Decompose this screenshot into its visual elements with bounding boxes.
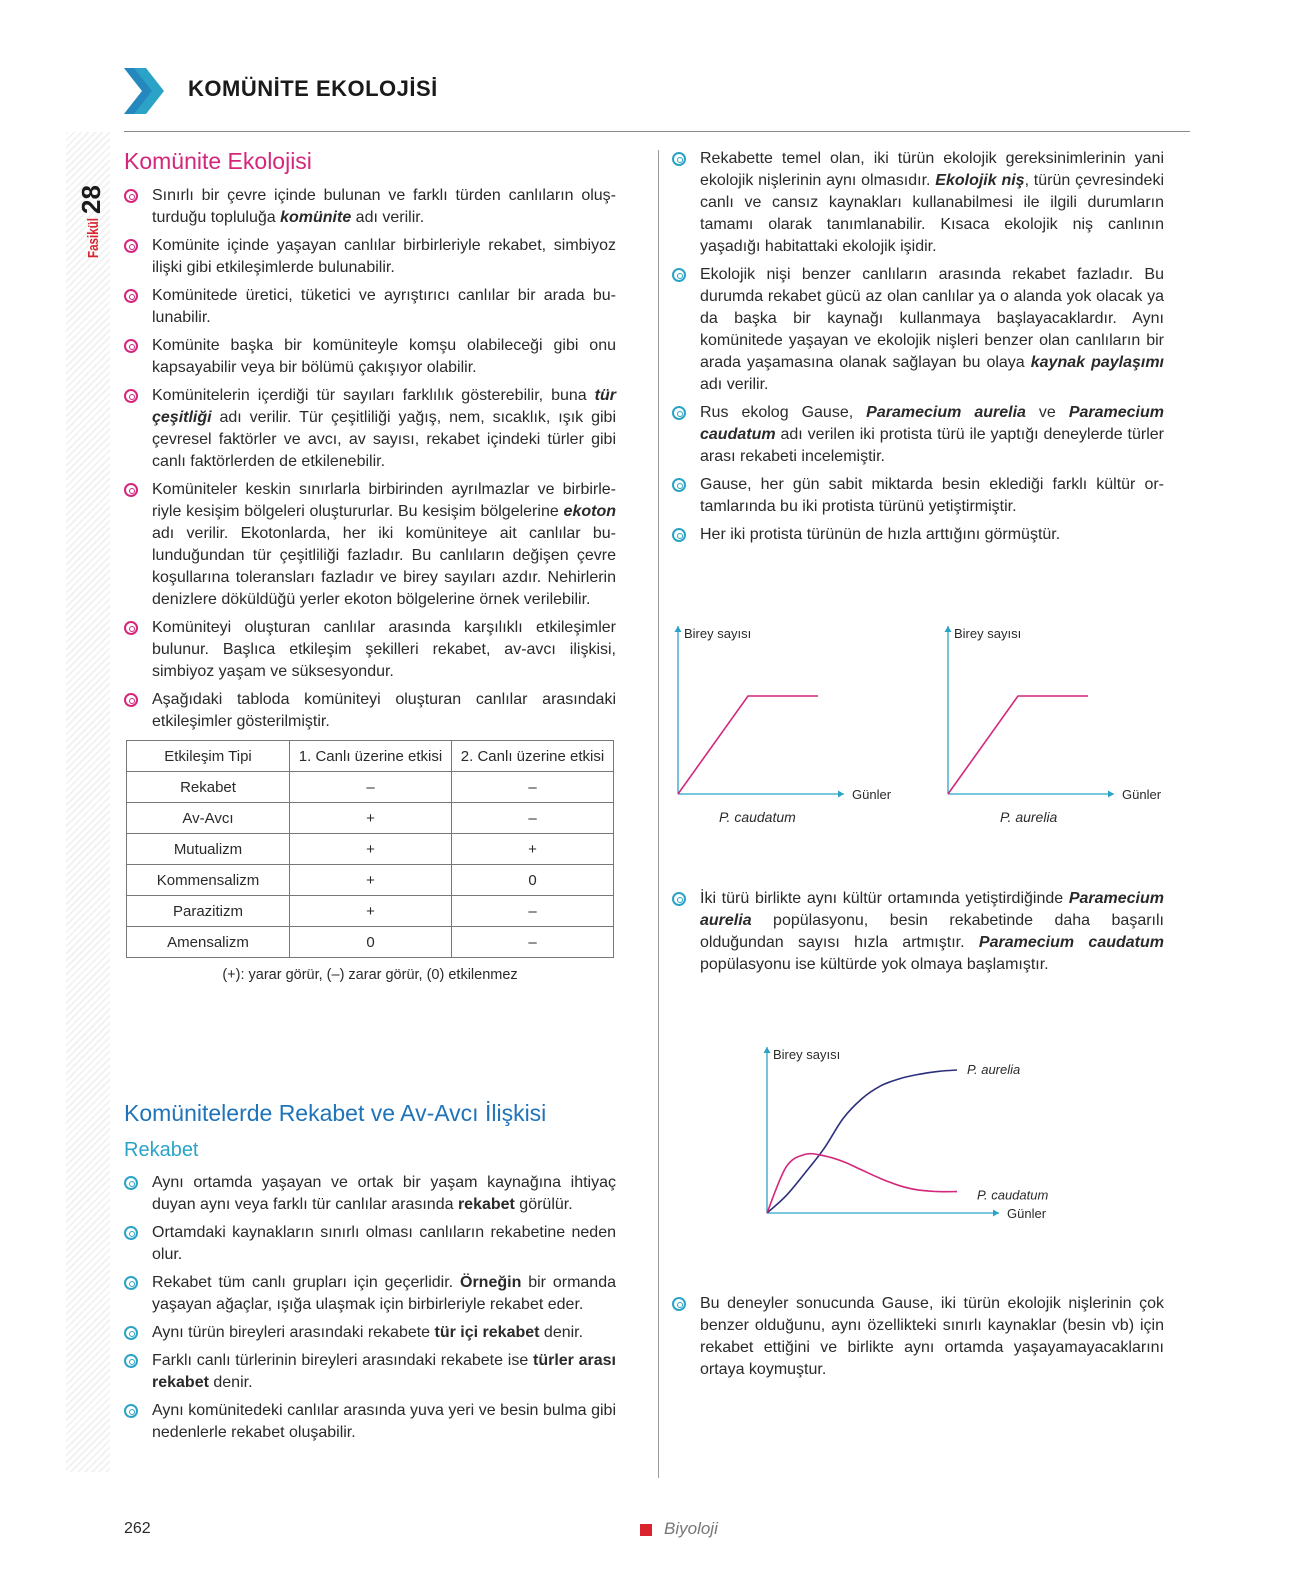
chevron-arrow-icon [124,68,164,114]
emphasized-term: tür içi rekabet [434,1324,540,1341]
y-axis-arrow-icon [945,626,952,632]
table-cell: + [452,834,614,865]
target-bullet-icon [672,478,686,492]
text-segment: Farklı canlı türlerinin bireyleri arasındaki rekabete ise [152,1352,533,1369]
target-bullet-icon [124,1276,138,1290]
text-segment: denir. [208,1374,253,1391]
target-bullet-icon [124,389,138,403]
table-cell: + [290,865,452,896]
list-item [672,1293,1164,1381]
text-segment: adı verilir. [351,209,425,226]
text-segment: Sınırlı bir çevre içinde bulunan ve farklı türden canlıların oluşturduğu topluluğa [152,187,616,226]
text-segment: Aynı türün bireyleri arasındaki rekabete [152,1324,435,1341]
fasikul-label: Fasikül [85,206,102,258]
x-axis-label: Günler [1007,1206,1047,1221]
emphasized-term: türler arası rekabet [152,1352,617,1391]
table-cell: – [452,803,614,834]
target-bullet-icon [672,1297,686,1311]
bullet-list-rekabet [124,1172,616,1444]
table-cell: – [452,772,614,803]
list-item [672,148,1164,258]
text-segment: denir. [539,1324,584,1341]
table-cell: 0 [452,865,614,896]
x-axis-arrow-icon [838,791,844,798]
x-axis-label: Günler [852,787,892,802]
emphasized-term: Paramecium caudatum [700,404,1164,443]
table-cell: Mutualizm [127,834,290,865]
table-row [127,772,614,803]
list-item [124,1322,616,1344]
text-segment: Komünite içinde yaşayan canlılar birbirleriyle rekabet, simbiyoz ilişki gibi etkileşimlerde bulunabilir. [152,237,616,276]
target-bullet-icon [124,289,138,303]
emphasized-term: rekabet [457,1196,515,1213]
text-segment: Rus ekolog Gause, [700,404,867,421]
list-item [124,285,616,329]
text-segment: , türün çevresindeki canlı ve cansız kaynakları kullanabilmesi ile ilgili durumların tamamı olarak tanımlanabilir. Kısaca ekolojik niş canlının yaşadığı habitattaki ekolojik işidir. [700,172,1164,255]
y-axis-label: Birey sayısı [773,1047,841,1062]
series-line [948,696,1088,794]
text-segment: Ortamdaki kaynakların sınırlı olması canlıların rekabetine neden olur. [152,1224,616,1263]
footer-subject: Biyoloji [664,1519,718,1538]
page-number: 262 [124,1520,151,1537]
y-axis-label: Birey sayısı [954,626,1022,641]
target-bullet-icon [672,268,686,282]
table-cell: + [290,803,452,834]
table-cell: – [452,927,614,958]
fasikul-badge [66,150,110,260]
table-row [127,834,614,865]
y-axis-arrow-icon [764,1047,771,1053]
text-segment: Her iki protista türünün de hızla arttığını görmüştür. [700,526,1061,543]
text-segment: bir ormanda yaşayan ağaçlar, ışığa ulaşmak için birbirleriyle rekabet eder. [152,1274,617,1313]
emphasized-term: komünite [280,209,352,226]
emphasized-term: Ekolojik niş [935,172,1025,189]
interaction-table-block [126,740,614,983]
text-segment: adı verilir. Ekotonlarda, her iki komüniteye ait canlılar bulunduğundan tür çeşitliliği fazladır. Bu canlıların değişen çevre koşullarına toleransları fazladır ve birey sayıları azdır. Nehirlerin denizlere döküldüğü yerler ekoton bölgelerine örnek verilebilir. [152,525,616,608]
text-segment: Komünitede üretici, tüketici ve ayrıştırıcı canlılar bir arada bulunabilir. [152,287,616,326]
table-row [127,896,614,927]
section-title-rekabet-av-avci: Komünitelerde Rekabet ve Av-Avcı İlişkisi [124,1100,547,1126]
y-axis-arrow-icon [675,626,682,632]
target-bullet-icon [124,621,138,635]
list-item [124,335,616,379]
table-cell: Amensalizm [127,927,290,958]
x-axis-label: Günler [1122,787,1162,802]
table-legend: (+): yarar görür, (–) zarar görür, (0) etkilenmez [222,967,518,983]
bullet-list-together [672,888,1164,976]
table-cell: Rekabet [127,772,290,803]
section-title-komunite-ekolojisi: Komünite Ekolojisi [124,148,312,174]
list-item [124,1272,616,1316]
list-item [124,1400,616,1444]
text-segment: popülasyonu, besin rekabetinde daha başarılı olduğundan sayısı hızla artmıştır. [700,912,1164,951]
list-item [672,524,1164,546]
target-bullet-icon [124,483,138,497]
chapter-title: KOMÜNİTE EKOLOJİSİ [188,76,438,101]
list-item [672,402,1164,468]
chart-competition [740,1038,1080,1228]
right-column-bottom [672,1293,1164,1387]
text-segment: Komüniteler keskin sınırlarla birbirinden ayrılmazlar ve birbirleriyle kesişim bölgeleri oluştururlar. Bu kesişim bölgelerine [152,481,616,520]
target-bullet-icon [124,1226,138,1240]
text-segment: adı verilen iki protista türü ile yaptığı deneylerde türler arası rekabeti incelemiştir. [700,426,1164,465]
table-cell: Av-Avcı [127,803,290,834]
target-bullet-icon [124,1326,138,1340]
series-label: P. aurelia [967,1062,1021,1077]
left-column [124,148,616,739]
text-segment: popülasyonu ise kültürde yok olmaya başlamıştır. [700,956,1049,973]
list-item [124,385,616,473]
emphasized-term: Paramecium caudatum [978,934,1165,951]
table-cell: – [290,772,452,803]
subsection-title-rekabet: Rekabet [124,1139,199,1161]
list-item [672,474,1164,518]
bullet-list-komunite [124,185,616,733]
list-item [124,235,616,279]
target-bullet-icon [124,339,138,353]
text-segment: Komüniteyi oluşturan canlılar arasında karşılıklı etkileşimler bulunur. Başlıca etkileşim şekilleri rekabet, av-avcı ilişkisi, simbiyoz yaşam ve süksesyondur. [152,619,616,680]
text-segment: Komünitelerin içerdiği tür sayıları farklılık gösterebilir, buna [152,387,595,404]
text-segment: Komünite başka bir komüniteyle komşu olabileceği gibi onu kapsayabilir veya bir bölümü çakışıyor olabilir. [152,337,616,376]
target-bullet-icon [124,189,138,203]
table-cell: + [290,834,452,865]
list-item [124,617,616,683]
bullet-list-conclusion [672,1293,1164,1381]
table-cell: + [290,896,452,927]
text-segment: Gause, her gün sabit miktarda besin eklediği farklı kültür ortamlarında bu iki protista türünü yetiştirmiştir. [700,476,1164,515]
target-bullet-icon [672,892,686,906]
table-cell: Parazitizm [127,896,290,927]
list-item [672,888,1164,976]
list-item [124,185,616,229]
left-column-lower [124,1100,616,1450]
interaction-table [126,740,614,958]
series-line [767,1154,957,1213]
list-item [672,264,1164,396]
list-item [124,479,616,611]
header-divider [124,131,1190,132]
text-segment: adı verilir. Tür çeşitliliği yağış, nem, sıcaklık, ışık gibi çevresel faktörler ve avcı, av sayısı, rekabet içindeki türler gibi canlı faktörlerden de etkilenebilir. [152,409,616,470]
side-pattern-strip [66,132,110,1472]
list-item [124,1350,616,1394]
chart-p-aurelia [938,620,1178,830]
chart-caption: P. caudatum [719,809,796,825]
series-line [678,696,818,794]
text-segment: Aynı ortamda yaşayan ve ortak bir yaşam kaynağına ihtiyaç duyan aynı veya farklı tür canlılar arasında [152,1174,616,1213]
emphasized-term: ekoton [563,503,616,520]
list-item [124,689,616,733]
target-bullet-icon [672,152,686,166]
x-axis-arrow-icon [1108,791,1114,798]
column-divider [658,150,659,1478]
table-header-cell: 1. Canlı üzerine etkisi [290,741,452,772]
x-axis-arrow-icon [993,1210,999,1217]
fasikul-number: 28 [76,185,106,214]
emphasized-term: Paramecium aurelia [866,404,1026,421]
series-label: P. caudatum [977,1187,1049,1203]
y-axis-label: Birey sayısı [684,626,752,641]
table-header-row [127,741,614,772]
list-item [124,1222,616,1266]
target-bullet-icon [124,1176,138,1190]
text-segment: Rekabet tüm canlı grupları için geçerlidir. [152,1274,460,1291]
target-bullet-icon [124,239,138,253]
table-header-cell: Etkileşim Tipi [127,741,290,772]
emphasized-term: Örneğin [460,1274,522,1291]
text-segment: adı verilir. [700,376,769,393]
list-item [124,1172,616,1216]
target-bullet-icon [672,406,686,420]
emphasized-term: tür çeşitliği [152,387,616,426]
text-segment: İki türü birlikte aynı kültür ortamında yetiştirdiğinde [700,890,1069,907]
chart-p-caudatum [668,620,908,830]
emphasized-term: Paramecium aurelia [700,890,1164,929]
target-bullet-icon [124,693,138,707]
table-row [127,803,614,834]
table-cell: 0 [290,927,452,958]
table-row [127,865,614,896]
chart-caption: P. aurelia [1000,809,1058,825]
table-row [127,927,614,958]
right-column-middle [672,888,1164,982]
table-cell: – [452,896,614,927]
text-segment: Aşağıdaki tabloda komüniteyi oluşturan canlılar arasındaki etkileşimler gösterilmiştir. [152,691,616,730]
target-bullet-icon [124,1354,138,1368]
right-column-top [672,148,1164,552]
bullet-list-gause [672,148,1164,546]
table-header-cell: 2. Canlı üzerine etkisi [452,741,614,772]
footer-square-icon [640,1524,652,1536]
text-segment: Bu deneyler sonucunda Gause, iki türün ekolojik nişlerinin çok benzer olduğunu, aynı özellikteki sınırlı kaynaklar (besin vb) için rekabet ettiğini ve birlikte aynı ortamda yaşayamayacaklarını ortaya koymuştur. [700,1295,1164,1378]
text-segment: Rekabette temel olan, iki türün ekolojik gereksinimlerinin yani ekolojik nişlerinin aynı olmasıdır. [700,150,1164,189]
target-bullet-icon [124,1404,138,1418]
text-segment: Ekolojik nişi benzer canlıların arasında rekabet fazladır. Bu durumda rekabet gücü az olan canlılar ya o alanda yok olacak ya da başka bir kaynağı kullanmaya başlayacaklardır. Aynı komünitede yaşayan ve ekolojik nişleri benzer olan canlıların bir arada yaşamasına olanak sağlayan bu olaya [700,266,1164,371]
table-cell: Kommensalizm [127,865,290,896]
text-segment: görülür. [514,1196,573,1213]
text-segment: Aynı komünitedeki canlılar arasında yuva yeri ve besin bulma gibi nedenlerle rekabet oluşabilir. [152,1402,616,1441]
emphasized-term: kaynak paylaşımı [1030,354,1164,371]
text-segment: ve [1025,404,1069,421]
target-bullet-icon [672,528,686,542]
